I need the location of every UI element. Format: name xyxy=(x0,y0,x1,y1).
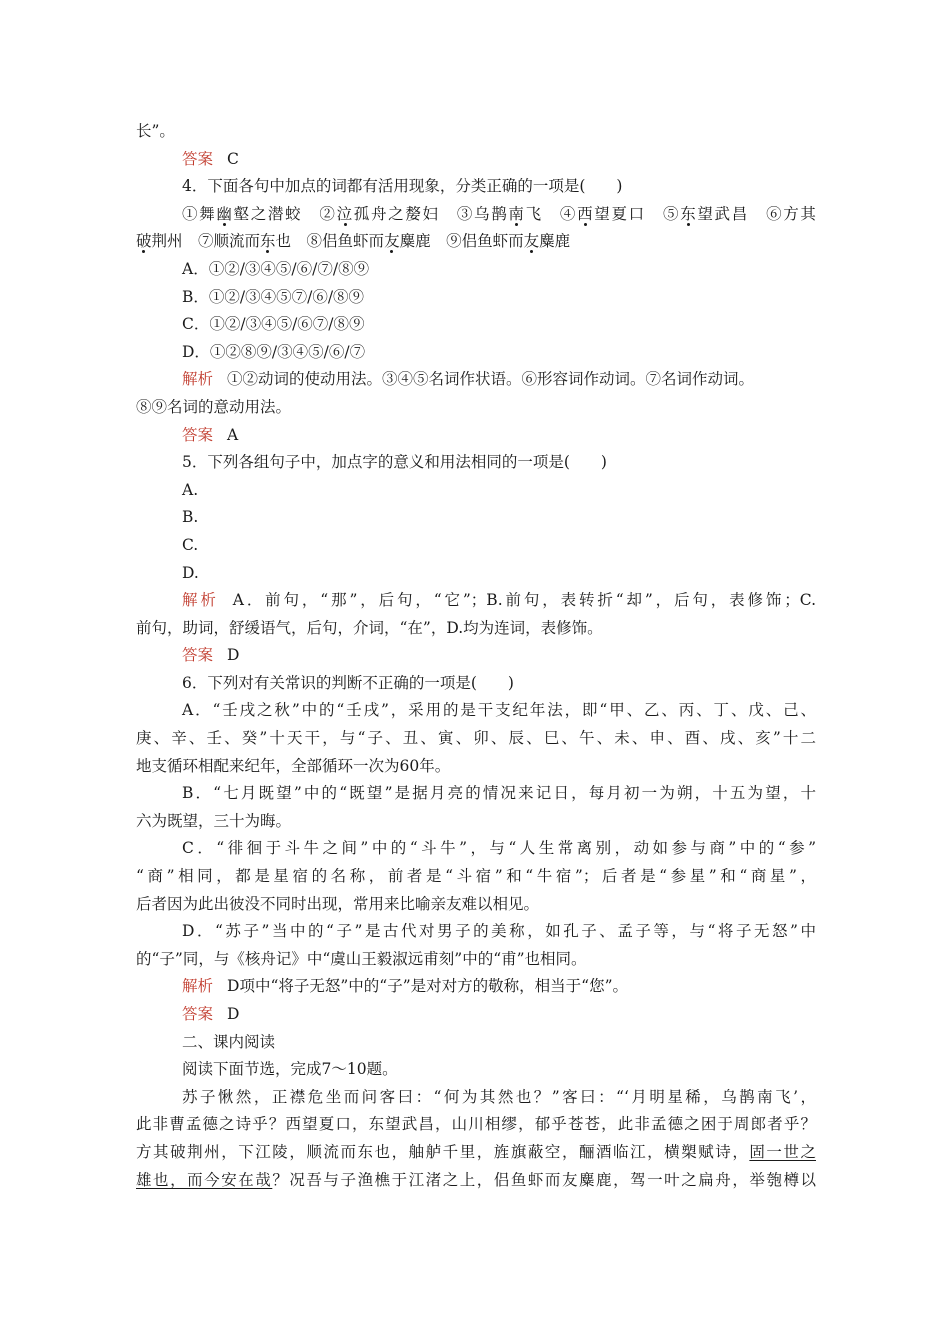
question-5-option-c: C. xyxy=(182,535,199,554)
question-6-option-c-line-3: 后者因为此出彼没不同时出现，常用来比喻亲友难以相见。 xyxy=(136,894,540,913)
item-text: 望夏口 ⑤ xyxy=(594,204,681,223)
question-6-option-d-line-1: D．“苏子”当中的“子”是古代对男子的美称，如孔子、孟子等，与“将子无怒”中 xyxy=(182,922,816,941)
analysis-5-line-1 xyxy=(136,587,816,615)
passage-line-1: 苏子愀然，正襟危坐而问客曰：“何为其然也？”客曰：“‘月明星稀，乌鹊南飞’， xyxy=(182,1087,816,1106)
item-text: 麋鹿 xyxy=(539,232,571,251)
question-6-option-b-line-1: B．“七月既望”中的“既望”是据月亮的情况来记日，每月初一为朔，十五为望，十 xyxy=(182,784,816,803)
dotted-char: 友 xyxy=(523,232,540,251)
answer-label: 答案 xyxy=(182,1005,214,1023)
item-text: 麋鹿 ⑨侣鱼虾而 xyxy=(399,232,524,251)
underlined-text: 固一世之 xyxy=(749,1142,816,1161)
question-5-option-d: D. xyxy=(182,563,199,582)
dotted-char: 幽 xyxy=(216,204,234,223)
dotted-char: 泣 xyxy=(336,204,354,223)
question-4-items-line-2 xyxy=(136,228,816,256)
section-heading: 二、课内阅读 xyxy=(182,1032,276,1051)
analysis-text: D项中“将子无怒”中的“子”是对对方的敬称，相当于“您”。 xyxy=(227,977,628,996)
answer-value: D xyxy=(227,1005,240,1023)
analysis-text: A．前句，“那”，后句，“它”；B.前句，表转折“却”，后句，表修饰；C. xyxy=(232,591,816,610)
item-text: 壑之潜蛟 ② xyxy=(233,204,337,223)
answer-value: C xyxy=(227,149,239,168)
section-instruction: 阅读下面节选，完成7～10题。 xyxy=(182,1060,398,1079)
question-4-option-b: B．①②/③④⑤⑦/⑥/⑧⑨ xyxy=(182,287,365,306)
answer-line-4 xyxy=(136,422,816,450)
passage-text: 方其破荆州，下江陵，顺流而东也，舳舻千里，旌旗蔽空，酾酒临江，横槊赋诗， xyxy=(136,1142,750,1161)
dotted-char: 东 xyxy=(260,232,276,251)
dotted-char: 破 xyxy=(136,232,152,251)
dotted-char: 南 xyxy=(508,204,526,223)
question-4-stem: 4．下面各句中加点的词都有活用现象，分类正确的一项是( ) xyxy=(182,177,623,196)
analysis-5-line-2: 前句，助词，舒缓语气，后句，介词，“在”，D.均为连词，表修饰。 xyxy=(136,618,603,637)
item-text: 荆州 ⑦顺流而 xyxy=(151,232,261,251)
question-6-option-c-line-1: C．“徘徊于斗牛之间”中的“斗牛”，与“人生常离别，动如参与商”中的“参” xyxy=(182,839,816,858)
item-text: 也 ⑧侣鱼虾而 xyxy=(275,232,385,251)
question-4-option-a: A．①②/③④⑤/⑥/⑦/⑧⑨ xyxy=(182,259,370,278)
item-text: 飞 ④ xyxy=(525,204,578,223)
analysis-label: 解析 xyxy=(182,370,214,389)
answer-value: D xyxy=(227,646,240,665)
item-text: 望武昌 ⑥方其 xyxy=(697,204,816,223)
question-4-items-line-1 xyxy=(136,201,816,229)
analysis-6-line xyxy=(136,973,816,1001)
passage-line-3 xyxy=(136,1139,816,1167)
answer-value: A xyxy=(227,425,239,444)
analysis-4-line-1 xyxy=(136,366,816,394)
answer-line-5 xyxy=(136,642,816,670)
item-text: 孤舟之嫠妇 ③乌鹊 xyxy=(353,204,509,223)
question-5-option-a: A. xyxy=(182,480,199,499)
question-5-stem: 5．下列各组句子中，加点字的意义和用法相同的一项是( ) xyxy=(182,453,607,472)
underlined-text: 雄也，而今安在哉 xyxy=(136,1170,273,1189)
question-6-option-a-line-1: A．“壬戌之秋”中的“壬戌”，采用的是干支纪年法，即“甲、乙、丙、丁、戊、己、 xyxy=(182,701,816,720)
dotted-char: 东 xyxy=(680,204,698,223)
answer-line-3 xyxy=(136,146,816,174)
passage-line-4 xyxy=(136,1167,816,1195)
dotted-char: 西 xyxy=(577,204,595,223)
question-6-option-c-line-2: “商”相同，都是星宿的名称，前者是“斗宿”和“牛宿”；后者是“参星”和“商星”， xyxy=(136,867,816,886)
question-6-option-d-line-2: 的“子”同，与《核舟记》中“虞山王毅淑远甫刻”中的“甫”也相同。 xyxy=(136,949,587,968)
question-6-option-a-line-3: 地支循环相配来纪年，全部循环一次为60年。 xyxy=(136,756,451,775)
passage-line-2: 此非曹孟德之诗乎？西望夏口，东望武昌，山川相缪，郁乎苍苍，此非孟德之困于周郎者乎？ xyxy=(136,1115,816,1134)
analysis-label: 解析 xyxy=(182,977,214,996)
answer-label: 答案 xyxy=(182,425,214,444)
analysis-text: ①②动词的使动用法。③④⑤名词作状语。⑥形容词作动词。⑦名词作动词。 xyxy=(227,370,755,389)
answer-label: 答案 xyxy=(182,149,214,168)
item-text: ①舞 xyxy=(182,204,217,223)
question-5-option-b: B. xyxy=(182,508,199,527)
question-4-option-c: C．①②/③④⑤/⑥⑦/⑧⑨ xyxy=(182,315,365,334)
analysis-4-line-2: ⑧⑨名词的意动用法。 xyxy=(136,397,292,416)
dotted-char: 友 xyxy=(384,232,400,251)
passage-text: ？况吾与子渔樵于江渚之上，侣鱼虾而友麋鹿，驾一叶之扁舟，举匏樽以 xyxy=(272,1170,816,1189)
question-6-option-a-line-2: 庚、辛、壬、癸”十天干，与“子、丑、寅、卯、辰、巳、午、未、申、酉、戌、亥”十二 xyxy=(136,729,816,748)
question-6-stem: 6．下列对有关常识的判断不正确的一项是( ) xyxy=(182,673,514,692)
text-line: 长”。 xyxy=(136,122,175,140)
analysis-label: 解析 xyxy=(182,591,219,610)
question-4-option-d: D．①②⑧⑨/③④⑤/⑥/⑦ xyxy=(182,342,366,361)
answer-label: 答案 xyxy=(182,646,214,665)
answer-line-6 xyxy=(136,1001,816,1029)
question-6-option-b-line-2: 六为既望，三十为晦。 xyxy=(136,811,292,830)
